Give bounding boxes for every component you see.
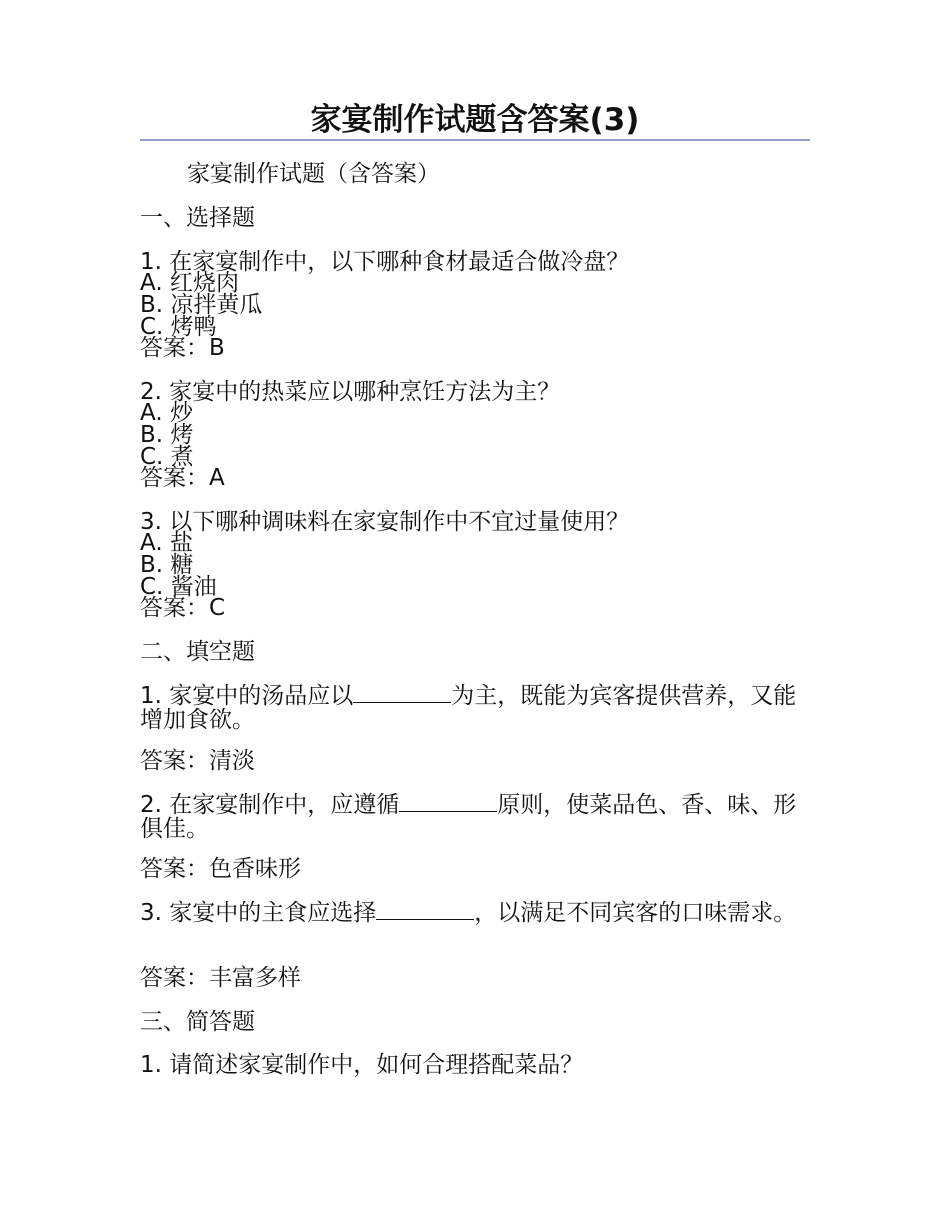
choice-q1-question: 1. 在家宴制作中，以下哪种食材最适合做冷盘？	[140, 249, 630, 275]
fill-q2-text-after: 原则，使菜品色、香、味、形俱佳。	[140, 792, 797, 842]
document-title: 家宴制作试题含答案(3)	[310, 102, 640, 138]
fill-q1-question	[140, 684, 800, 732]
fill-q2-blank	[399, 793, 497, 812]
fill-q1-text-before: 1. 家宴中的汤品应以	[140, 683, 354, 709]
fill-q3-blank	[376, 901, 474, 920]
fill-q2-question	[140, 793, 800, 841]
choice-q1-answer: 答案：B	[140, 335, 225, 361]
title-underline	[140, 139, 810, 141]
fill-q3-answer: 答案：丰富多样	[140, 965, 301, 991]
fill-q3-text-after: ，以满足不同宾客的口味需求。	[474, 900, 797, 926]
fill-q3-text-before: 3. 家宴中的主食应选择	[140, 900, 377, 926]
choice-q2-answer: 答案：A	[140, 465, 225, 491]
section-heading-short-answer: 三、简答题	[140, 1009, 255, 1035]
fill-q1-answer: 答案：清淡	[140, 748, 255, 774]
choice-q3-option-a: A. 盐	[140, 530, 193, 556]
choice-q2-option-b: B. 烤	[140, 422, 194, 448]
fill-q2-answer: 答案：色香味形	[140, 856, 301, 882]
choice-q3-option-b: B. 糖	[140, 552, 194, 578]
choice-q2-option-a: A. 炒	[140, 400, 193, 426]
choice-q2-option-c: C. 煮	[140, 444, 194, 470]
fill-q3-question	[140, 901, 800, 925]
choice-q1-option-c: C. 烤鸭	[140, 314, 217, 340]
short-answer-q1-question: 1. 请简述家宴制作中，如何合理搭配菜品？	[140, 1052, 584, 1078]
fill-q2-text-before: 2. 在家宴制作中，应遵循	[140, 792, 400, 818]
choice-q3-question: 3. 以下哪种调味料在家宴制作中不宜过量使用？	[140, 509, 630, 535]
choice-q1-option-a: A. 红烧肉	[140, 270, 239, 296]
fill-q1-text-after: 为主，既能为宾客提供营养，又能增加食欲。	[140, 683, 797, 733]
choice-q3-answer: 答案：C	[140, 595, 226, 621]
section-heading-choice: 一、选择题	[140, 205, 255, 231]
document-subtitle: 家宴制作试题（含答案）	[187, 161, 440, 187]
choice-q2-question: 2. 家宴中的热菜应以哪种烹饪方法为主？	[140, 379, 561, 405]
section-heading-fill: 二、填空题	[140, 639, 255, 665]
choice-q3-option-c: C. 酱油	[140, 574, 217, 600]
fill-q1-blank	[353, 684, 451, 703]
choice-q1-option-b: B. 凉拌黄瓜	[140, 292, 263, 318]
